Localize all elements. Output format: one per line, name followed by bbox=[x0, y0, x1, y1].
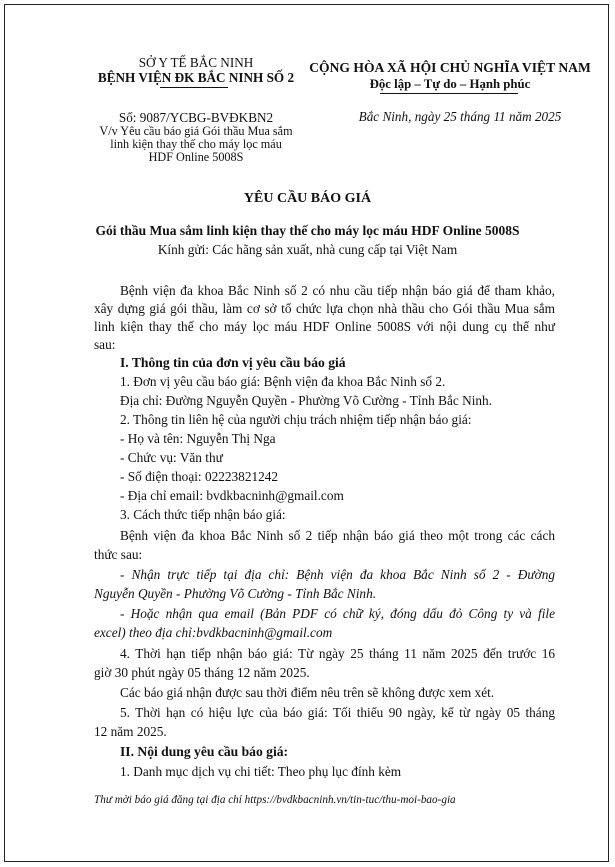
methods-intro-line: thức sau: bbox=[94, 547, 143, 562]
receiving-method-heading: 3. Cách thức tiếp nhận báo giá: bbox=[120, 507, 286, 522]
validity-line: 5. Thời hạn có hiệu lực của báo giá: Tối thiểu 90 ngày, kể từ ngày 05 tháng bbox=[120, 705, 555, 720]
subject-line: linh kiện thay thế cho máy lọc máu bbox=[110, 137, 282, 151]
method-email-line: excel) theo địa chỉ:bvdkbacninh@gmail.com bbox=[94, 625, 333, 640]
hospital-name: BỆNH VIỆN ĐK BẮC NINH SỐ 2 bbox=[97, 70, 295, 85]
recipient-line: Kính gửi: Các hãng sản xuất, nhà cung cấp tại Việt Nam bbox=[157, 242, 458, 257]
document-title: YÊU CẦU BÁO GIÁ bbox=[243, 191, 372, 206]
date-line: Bắc Ninh, ngày 25 tháng 11 năm 2025 bbox=[358, 109, 562, 124]
contact-info-heading: 2. Thông tin liên hệ của người chịu trách nhiệm tiếp nhận báo giá: bbox=[120, 412, 472, 427]
late-quote-note: Các báo giá nhận được sau thời điểm nêu trên sẽ không được xem xét. bbox=[120, 685, 495, 700]
republic-name: CỘNG HÒA XÃ HỘI CHỦ NGHĨA VIỆT NAM bbox=[309, 60, 591, 75]
intro-line: sau: bbox=[94, 337, 116, 352]
intro-line: xây dựng giá gói thầu, làm cơ sở tổ chức lựa chọn nhà thầu cho Gói thầu Mua sắm bbox=[94, 301, 555, 316]
deadline-line: 4. Thời hạn tiếp nhận báo giá: Từ ngày 25 tháng 11 năm 2025 đến trước 16 bbox=[120, 646, 555, 661]
contact-position: - Chức vụ: Văn thư bbox=[120, 450, 223, 465]
subject-line: HDF Online 5008S bbox=[148, 150, 244, 164]
method-email-line: - Hoặc nhận qua email (Bản PDF có chữ ký, đóng dấu đỏ Công ty và file bbox=[120, 606, 555, 621]
contact-name: - Họ và tên: Nguyễn Thị Nga bbox=[120, 431, 276, 446]
section-heading: II. Nội dung yêu cầu báo giá: bbox=[120, 744, 289, 759]
service-list-line: 1. Danh mục dịch vụ chi tiết: Theo phụ lục đính kèm bbox=[120, 764, 402, 779]
header-underline-right bbox=[380, 93, 518, 94]
document-subtitle: Gói thầu Mua sắm linh kiện thay thế cho máy lọc máu HDF Online 5008S bbox=[95, 223, 520, 238]
subject-line: V/v Yêu cầu báo giá Gói thầu Mua sắm bbox=[99, 124, 293, 138]
intro-line: linh kiện thay thế cho máy lọc máu HDF Online 5008S với nội dung cụ thể như bbox=[94, 319, 555, 334]
contact-phone: - Số điện thoại: 02223821242 bbox=[120, 469, 279, 484]
method-direct-line: Nguyễn Quyền - Phường Võ Cường - Tỉnh Bắc Ninh. bbox=[94, 586, 377, 601]
unit-address: Địa chỉ: Đường Nguyễn Quyền - Phường Võ Cường - Tỉnh Bắc Ninh. bbox=[120, 393, 493, 408]
contact-email: - Địa chỉ email: bvdkbacninh@gmail.com bbox=[120, 488, 344, 503]
national-motto: Độc lập – Tự do – Hạnh phúc bbox=[369, 77, 531, 91]
intro-line: Bệnh viện đa khoa Bắc Ninh số 2 có nhu cầu tiếp nhận báo giá để tham khảo, bbox=[120, 283, 555, 298]
validity-line: 12 năm 2025. bbox=[94, 724, 167, 739]
methods-intro-line: Bệnh viện đa khoa Bắc Ninh số 2 tiếp nhận báo giá theo một trong các cách bbox=[120, 528, 555, 543]
header-underline-left bbox=[160, 87, 228, 88]
method-direct-line: - Nhận trực tiếp tại địa chỉ: Bệnh viện đa khoa Bắc Ninh số 2 - Đường bbox=[120, 567, 555, 582]
department-name: SỞ Y TẾ BẮC NINH bbox=[138, 55, 254, 70]
footer-note: Thư mời báo giá đăng tại địa chỉ https://bvdkbacninh.vn/tin-tuc/thu-moi-bao-gia bbox=[94, 794, 456, 806]
requesting-unit: 1. Đơn vị yêu cầu báo giá: Bệnh viện đa khoa Bắc Ninh số 2. bbox=[120, 374, 446, 389]
deadline-line: giờ 30 phút ngày 05 tháng 12 năm 2025. bbox=[94, 665, 310, 680]
document-number: Số: 9087/YCBG-BVĐKBN2 bbox=[118, 110, 274, 125]
section-heading: I. Thông tin của đơn vị yêu cầu báo giá bbox=[120, 355, 346, 370]
